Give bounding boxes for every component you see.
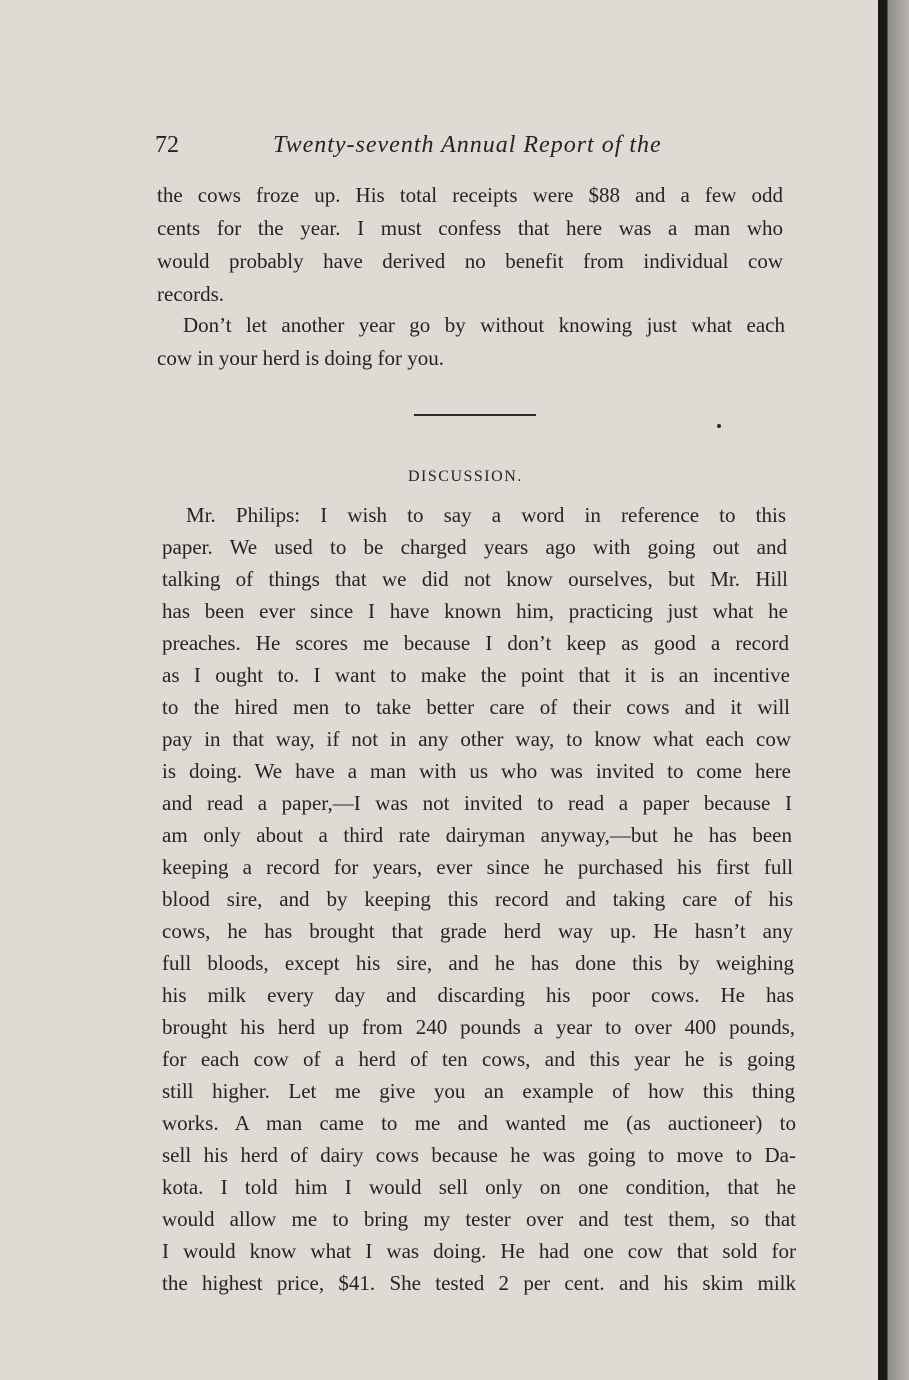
text-line: has been ever since I have known him, practicing just what he (162, 599, 788, 623)
text-line: cows, he has brought that grade herd way up. He hasn’t any (162, 919, 793, 943)
section-divider (414, 414, 536, 416)
text-line: I would know what I was doing. He had one cow that sold for (162, 1239, 796, 1263)
text-line: Mr. Philips: I wish to say a word in reference to this (186, 503, 786, 527)
text-line: to the hired men to take better care of their cows and it will (162, 695, 790, 719)
text-line: the highest price, $41. She tested 2 per cent. and his skim milk (162, 1271, 796, 1295)
text-line: cow in your herd is doing for you. (157, 346, 444, 370)
text-line: as I ought to. I want to make the point that it is an incentive (162, 663, 790, 687)
text-line: would allow me to bring my tester over and test them, so that (162, 1207, 796, 1231)
text-line: preaches. He scores me because I don’t keep as good a record (162, 631, 789, 655)
text-line: full bloods, except his sire, and he has done this by weighing (162, 951, 794, 975)
text-line: am only about a third rate dairyman anyway,—but he has been (162, 823, 792, 847)
page-number: 72 (155, 132, 179, 158)
text-line: paper. We used to be charged years ago with going out and (162, 535, 787, 559)
text-line: pay in that way, if not in any other way, to know what each cow (162, 727, 791, 751)
text-line: is doing. We have a man with us who was invited to come here (162, 759, 791, 783)
section-heading: DISCUSSION. (408, 468, 523, 485)
ink-speck (717, 424, 721, 428)
text-line: kota. I told him I would sell only on one condition, that he (162, 1175, 796, 1199)
running-title: Twenty-seventh Annual Report of the (273, 132, 662, 158)
page-header (155, 132, 675, 164)
text-line: cents for the year. I must confess that here was a man who (157, 216, 783, 240)
text-line: his milk every day and discarding his poor cows. He has (162, 983, 794, 1007)
text-line: works. A man came to me and wanted me (as auctioneer) to (162, 1111, 796, 1135)
book-gutter-edge (878, 0, 909, 1380)
text-line: Don’t let another year go by without knowing just what each (183, 313, 785, 337)
text-line: the cows froze up. His total receipts were $88 and a few odd (157, 183, 783, 207)
text-line: and read a paper,—I was not invited to read a paper because I (162, 791, 792, 815)
text-line: records. (157, 282, 225, 306)
text-line: blood sire, and by keeping this record and taking care of his (162, 887, 793, 911)
text-line: would probably have derived no benefit from individual cow (157, 249, 783, 273)
text-line: still higher. Let me give you an example of how this thing (162, 1079, 795, 1103)
text-line: talking of things that we did not know ourselves, but Mr. Hill (162, 567, 788, 591)
text-line: for each cow of a herd of ten cows, and this year he is going (162, 1047, 795, 1071)
text-line: sell his herd of dairy cows because he was going to move to Da- (162, 1143, 796, 1167)
text-line: brought his herd up from 240 pounds a year to over 400 pounds, (162, 1015, 795, 1039)
text-line: keeping a record for years, ever since he purchased his first full (162, 855, 793, 879)
